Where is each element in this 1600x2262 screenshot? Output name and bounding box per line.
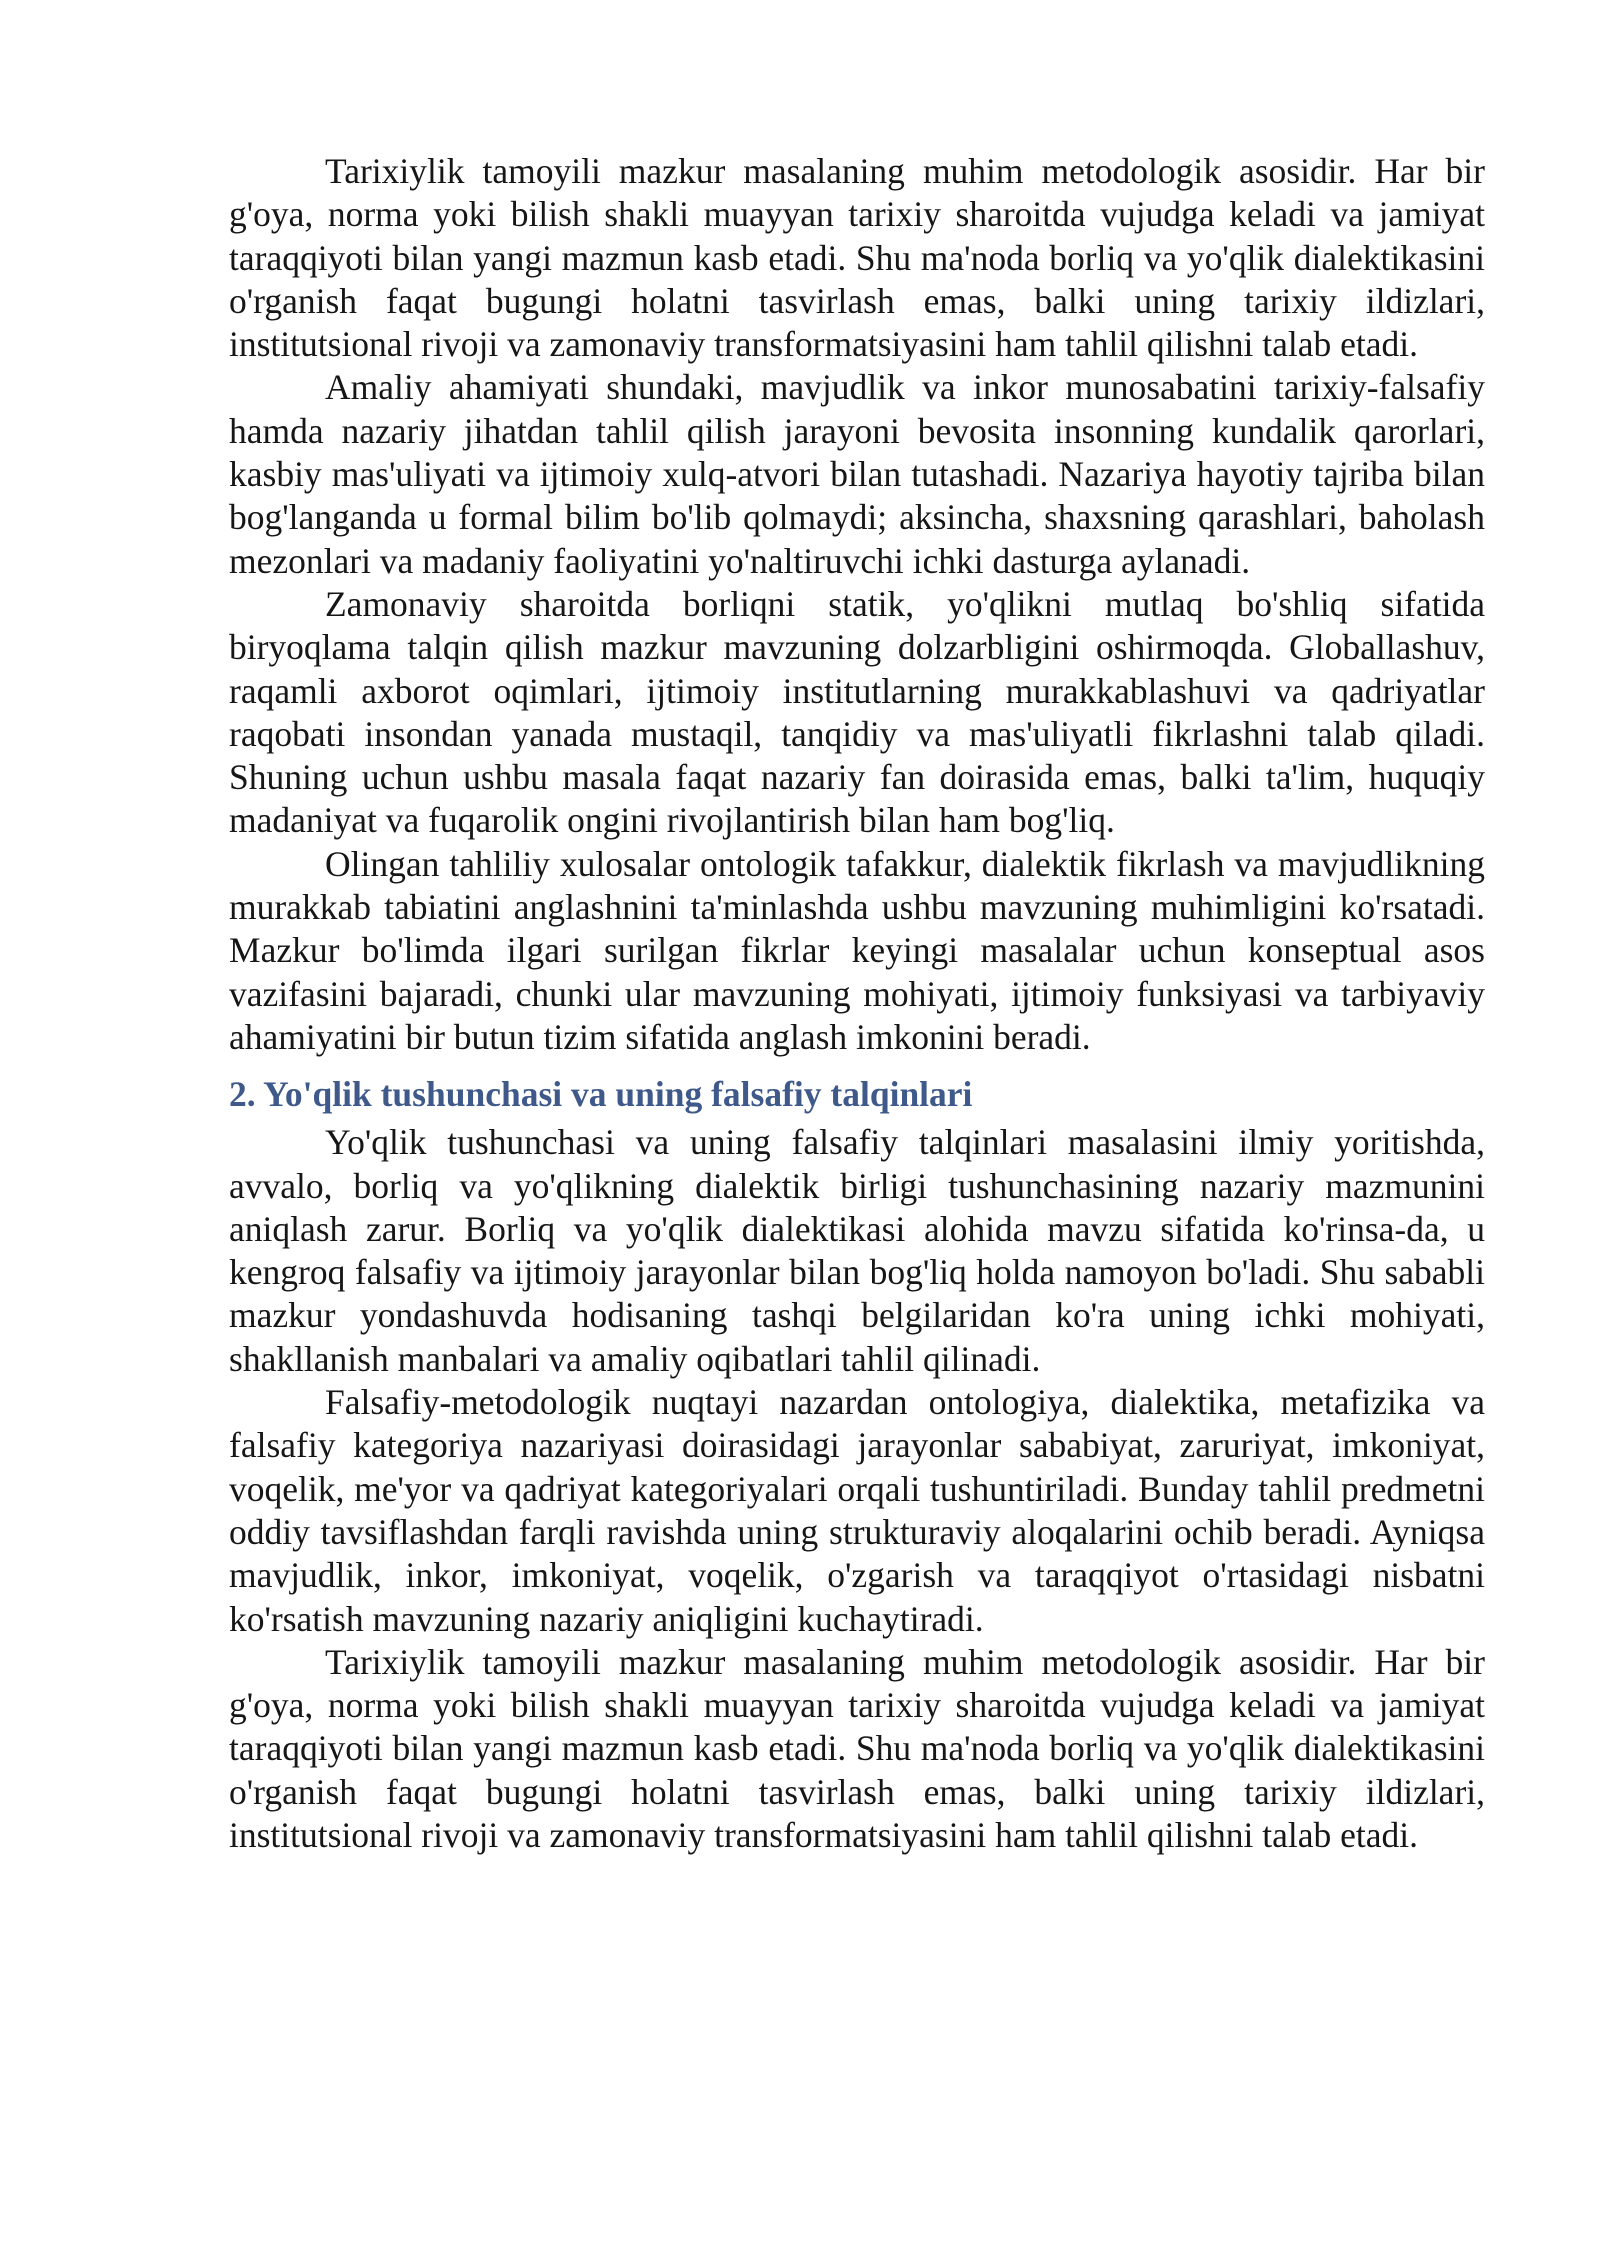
paragraph: Yo'qlik tushunchasi va uning falsafiy talqinlari masalasini ilmiy yoritishda, avvalo, borliq va yo'qlikning dialektik birligi tushunchasining nazariy mazmunini aniqlash zarur. Borliq va yo'qlik dialektikasi alohida mavzu sifatida ko'rinsa-da, u kengroq falsafiy va ijtimoiy jarayonlar bilan bog'liq holda namoyon bo'ladi. Shu sababli mazkur yondashuvda hodisaning tashqi belgilaridan ko'ra uning ichki mohiyati, shakllanish manbalari va amaliy oqibatlari tahlil qilinadi.	[229, 1122, 1485, 1379]
paragraph: Tarixiylik tamoyili mazkur masalaning muhim metodologik asosidir. Har bir g'oya, norma yoki bilish shakli muayyan tarixiy sharoitda vujudga keladi va jamiyat taraqqiyoti bilan yangi mazmun kasb etadi. Shu ma'noda borliq va yo'qlik dialektikasini o'rganish faqat bugungi holatni tasvirlash emas, balki uning tarixiy ildizlari, institutsional rivoji va zamonaviy transformatsiyasini ham tahlil qilishni talab etadi.	[229, 151, 1485, 365]
document-page	[229, 150, 1485, 1857]
paragraph: Amaliy ahamiyati shundaki, mavjudlik va inkor munosabatini tarixiy-falsafiy hamda nazariy jihatdan tahlil qilish jarayoni bevosita insonning kundalik qarorlari, kasbiy mas'uliyati va ijtimoiy xulq-atvori bilan tutashadi. Nazariya hayotiy tajriba bilan bog'langanda u formal bilim bo'lib qolmaydi; aksincha, shaxsning qarashlari, baholash mezonlari va madaniy faoliyatini yo'naltiruvchi ichki dasturga aylanadi.	[229, 367, 1485, 581]
paragraph: Olingan tahliliy xulosalar ontologik tafakkur, dialektik fikrlash va mavjudlikning murakkab tabiatini anglashnini ta'minlashda ushbu mavzuning muhimligini ko'rsatadi. Mazkur bo'limda ilgari surilgan fikrlar keyingi masalalar uchun konseptual asos vazifasini bajaradi, chunki ular mavzuning mohiyati, ijtimoiy funksiyasi va tarbiyaviy ahamiyatini bir butun tizim sifatida anglash imkonini beradi.	[229, 843, 1485, 1057]
section-heading: 2. Yo'qlik tushunchasi va uning falsafiy talqinlari	[229, 1074, 973, 1115]
paragraph: Tarixiylik tamoyili mazkur masalaning muhim metodologik asosidir. Har bir g'oya, norma yoki bilish shakli muayyan tarixiy sharoitda vujudga keladi va jamiyat taraqqiyoti bilan yangi mazmun kasb etadi. Shu ma'noda borliq va yo'qlik dialektikasini o'rganish faqat bugungi holatni tasvirlash emas, balki uning tarixiy ildizlari, institutsional rivoji va zamonaviy transformatsiyasini ham tahlil qilishni talab etadi.	[229, 1641, 1485, 1855]
paragraph: Falsafiy-metodologik nuqtayi nazardan ontologiya, dialektika, metafizika va falsafiy kategoriya nazariyasi doirasidagi jarayonlar sababiyat, zaruriyat, imkoniyat, voqelik, me'yor va qadriyat kategoriyalari orqali tushuntiriladi. Bunday tahlil predmetni oddiy tavsiflashdan farqli ravishda uning strukturaviy aloqalarini ochib beradi. Ayniqsa mavjudlik, inkor, imkoniyat, voqelik, o'zgarish va taraqqiyot o'rtasidagi nisbatni ko'rsatish mavzuning nazariy aniqligini kuchaytiradi.	[229, 1382, 1485, 1639]
paragraph: Zamonaviy sharoitda borliqni statik, yo'qlikni mutlaq bo'shliq sifatida biryoqlama talqin qilish mazkur mavzuning dolzarbligini oshirmoqda. Globallashuv, raqamli axborot oqimlari, ijtimoiy institutlarning murakkablashuvi va qadriyatlar raqobati insondan yanada mustaqil, tanqidiy va mas'uliyatli fikrlashni talab qiladi. Shuning uchun ushbu masala faqat nazariy fan doirasida emas, balki ta'lim, huquqiy madaniyat va fuqarolik ongini rivojlantirish bilan ham bog'liq.	[229, 583, 1485, 841]
